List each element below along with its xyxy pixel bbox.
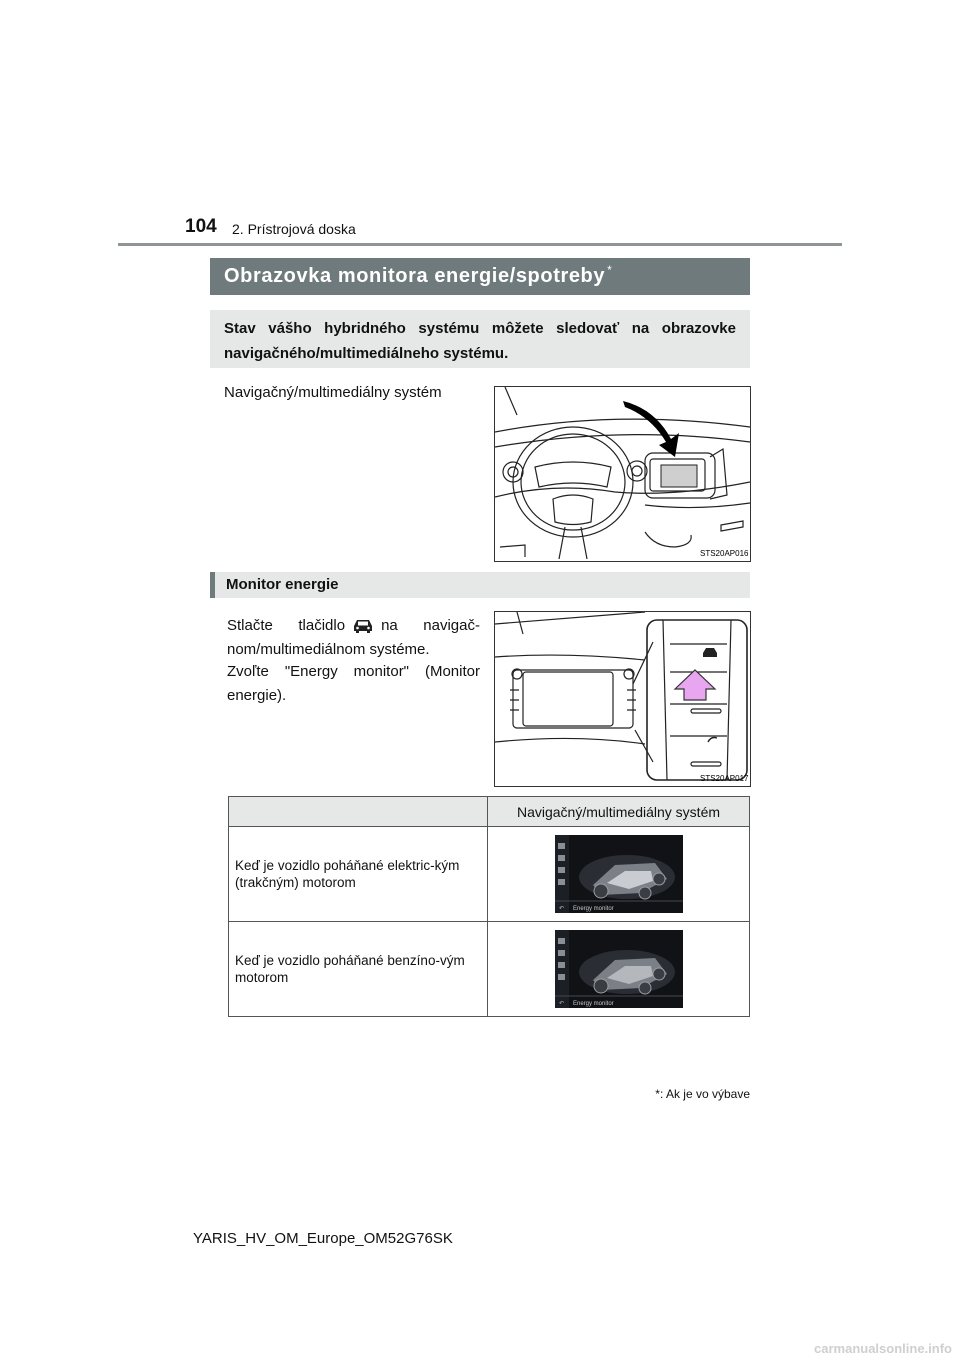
table-header-empty <box>229 797 488 827</box>
step1-text-before: Stlačte tlačidlo <box>227 617 346 634</box>
multimedia-panel-illustration <box>494 611 751 787</box>
figure1-caption: Navigačný/multimediálny systém <box>224 384 442 401</box>
step1-text-after: na navigač-nom/multimediálnom systéme. <box>227 617 480 658</box>
svg-text:↶: ↶ <box>558 1001 564 1007</box>
dashboard-drawing <box>495 387 750 561</box>
table-row <box>229 922 750 1017</box>
chapter-title: 2. Prístrojová doska <box>232 221 356 237</box>
figure1-code: STS20AP016 <box>700 549 749 558</box>
screen-label: Energy monitor <box>572 1001 614 1007</box>
watermark: carmanualsonline.info <box>814 1341 952 1356</box>
svg-text:↶: ↶ <box>558 906 564 912</box>
document-code: YARIS_HV_OM_Europe_OM52G76SK <box>193 1230 453 1247</box>
energy-monitor-screen-electric <box>555 835 683 913</box>
footnote <box>655 1087 750 1101</box>
energy-monitor-table <box>228 796 750 1017</box>
step-2: Zvoľte "Energy monitor" (Monitor energie). <box>227 663 480 704</box>
row-label-gasoline: Keď je vozidlo poháňané benzíno-vým motorom <box>229 922 488 1017</box>
press-arrow <box>675 670 715 700</box>
row-label-electric: Keď je vozidlo poháňané elektric-kým (trakčným) motorom <box>229 827 488 922</box>
optional-marker: * <box>607 263 613 277</box>
table-row <box>229 827 750 922</box>
page-number: 104 <box>185 216 217 237</box>
screen-label: Energy monitor <box>572 906 614 912</box>
step-1 <box>227 614 480 662</box>
car-button-icon <box>351 618 375 634</box>
footnote-marker: * <box>655 1087 660 1101</box>
dashboard-illustration <box>494 386 751 562</box>
footnote-text: : Ak je vo výbave <box>659 1087 750 1101</box>
section-title: Obrazovka monitora energie/spotreby <box>224 265 606 287</box>
table-header-row <box>229 797 750 827</box>
table-header-system: Navigačný/multimediálny systém <box>488 797 750 827</box>
subsection-title: Monitor energie <box>210 572 750 598</box>
section-title-bar <box>210 258 750 295</box>
row-image-electric <box>488 827 750 922</box>
header-rule <box>118 243 842 246</box>
energy-monitor-screen-gasoline <box>555 930 683 1008</box>
figure2-code: STS20AP017 <box>700 774 749 783</box>
intro-box: Stav vášho hybridného systému môžete sledovať na obrazovke navigačného/multimediálneho systému. <box>210 310 750 368</box>
pointer-arrow <box>623 401 679 457</box>
multimedia-drawing <box>495 612 750 786</box>
row-image-gasoline <box>488 922 750 1017</box>
